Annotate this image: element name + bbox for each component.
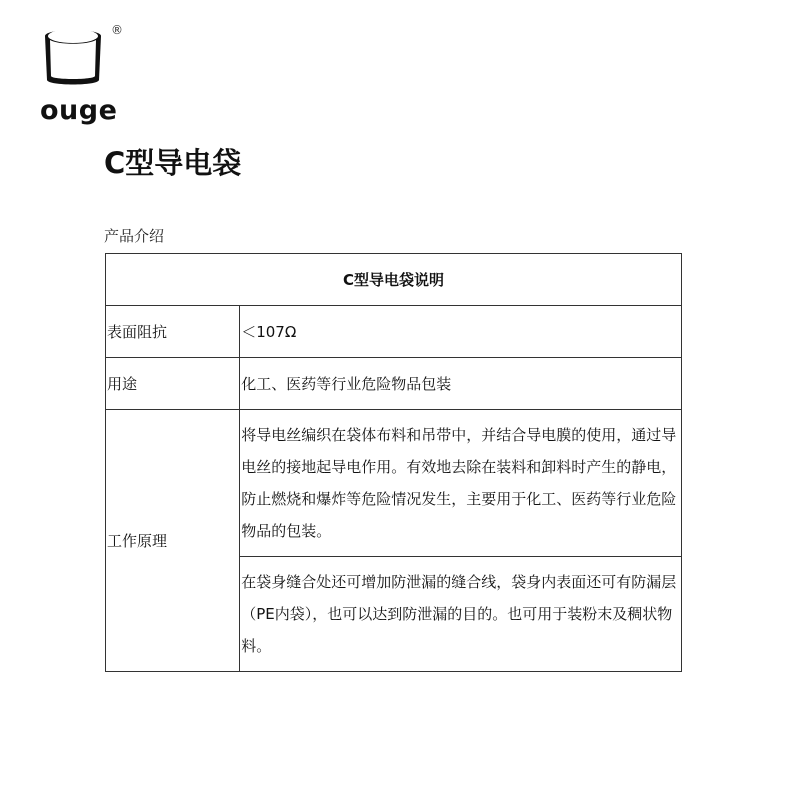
table-row <box>106 358 682 410</box>
spec-table <box>105 253 682 672</box>
table-caption: C型导电袋说明 <box>106 254 682 306</box>
page-title: C型导电袋 <box>104 146 242 180</box>
cup-logo-icon <box>38 18 108 96</box>
row-value-surface-resistance: ＜107Ω <box>240 306 682 358</box>
section-label: 产品介绍 <box>104 227 165 245</box>
row-value-usage: 化工、医药等行业危险物品包装 <box>240 358 682 410</box>
row-label-usage: 用途 <box>106 358 240 410</box>
table-caption-row <box>106 254 682 306</box>
ouge-logo <box>38 18 128 126</box>
registered-mark: ® <box>111 23 123 37</box>
table-row <box>106 410 682 557</box>
row-value-working-principle-2: 在袋身缝合处还可增加防泄漏的缝合线，袋身内表面还可有防漏层（PE内袋），也可以达到防泄漏的目的。也可用于装粉末及稠状物料。 <box>240 557 682 672</box>
logo-text: ouge <box>40 95 118 126</box>
row-label-surface-resistance: 表面阻抗 <box>106 306 240 358</box>
table-row <box>106 306 682 358</box>
row-label-working-principle: 工作原理 <box>106 410 240 672</box>
row-value-working-principle-1: 将导电丝编织在袋体布料和吊带中，并结合导电膜的使用，通过导电丝的接地起导电作用。有效地去除在装料和卸料时产生的静电，防止燃烧和爆炸等危险情况发生，主要用于化工、医药等行业危险物品的包装。 <box>240 410 682 557</box>
